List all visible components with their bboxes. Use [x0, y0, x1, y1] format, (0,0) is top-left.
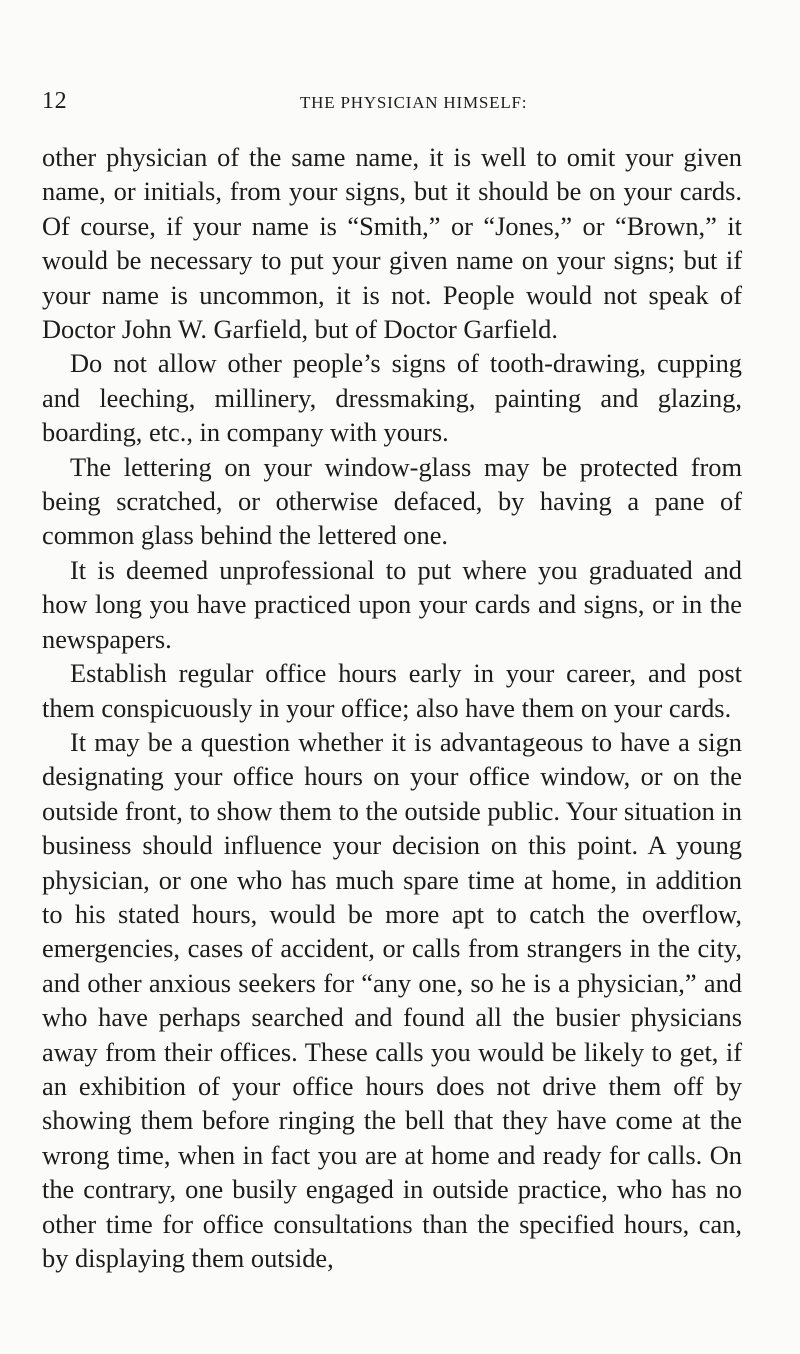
paragraph: Do not allow other people’s signs of tooth-drawing, cupping and leeching, millinery, dressmaking, painting and glazing, boarding, etc., in company with yours.: [42, 348, 742, 448]
body-text: [42, 140, 742, 1275]
paragraph: Establish regular office hours early in your career, and post them conspicuously in your office; also have them on your cards.: [42, 658, 742, 723]
paragraph: It is deemed unprofessional to put where you graduated and how long you have practiced upon your cards and signs, or in the newspapers.: [42, 554, 742, 654]
paragraph: other physician of the same name, it is well to omit your given name, or initials, from your signs, but it should be on your cards. Of course, if your name is “Smith,” or “Jones,” or “Brown,” it would be necessary to put your given name on your signs; but if your name is uncommon, it is not. People would not speak of Doctor John W. Garfield, but of Doctor Garfield.: [42, 142, 742, 345]
page-header: [42, 88, 742, 114]
running-head: THE PHYSICIAN HIMSELF:: [300, 93, 528, 112]
page-number: 12: [42, 88, 68, 114]
paragraph: The lettering on your window-glass may be protected from being scratched, or otherwise defaced, by having a pane of common glass behind the lettered one.: [42, 451, 742, 551]
paragraph: It may be a question whether it is advantageous to have a sign designating your office hours on your office window, or on the outside front, to show them to the outside public. Your situation in business should influence your decision on this point. A young physician, or one who has much spare time at home, in addition to his stated hours, would be more apt to catch the overflow, emergencies, cases of accident, or calls from strangers in the city, and other anxious seekers for “any one, so he is a physician,” and who have perhaps searched and found all the busier physicians away from their offices. These calls you would be likely to get, if an exhibition of your office hours does not drive them off by showing them before ringing the bell that they have come at the wrong time, when in fact you are at home and ready for calls. On the contrary, one busily engaged in outside practice, who has no other time for office consultations than the specified hours, can, by displaying them outside,: [42, 726, 742, 1273]
